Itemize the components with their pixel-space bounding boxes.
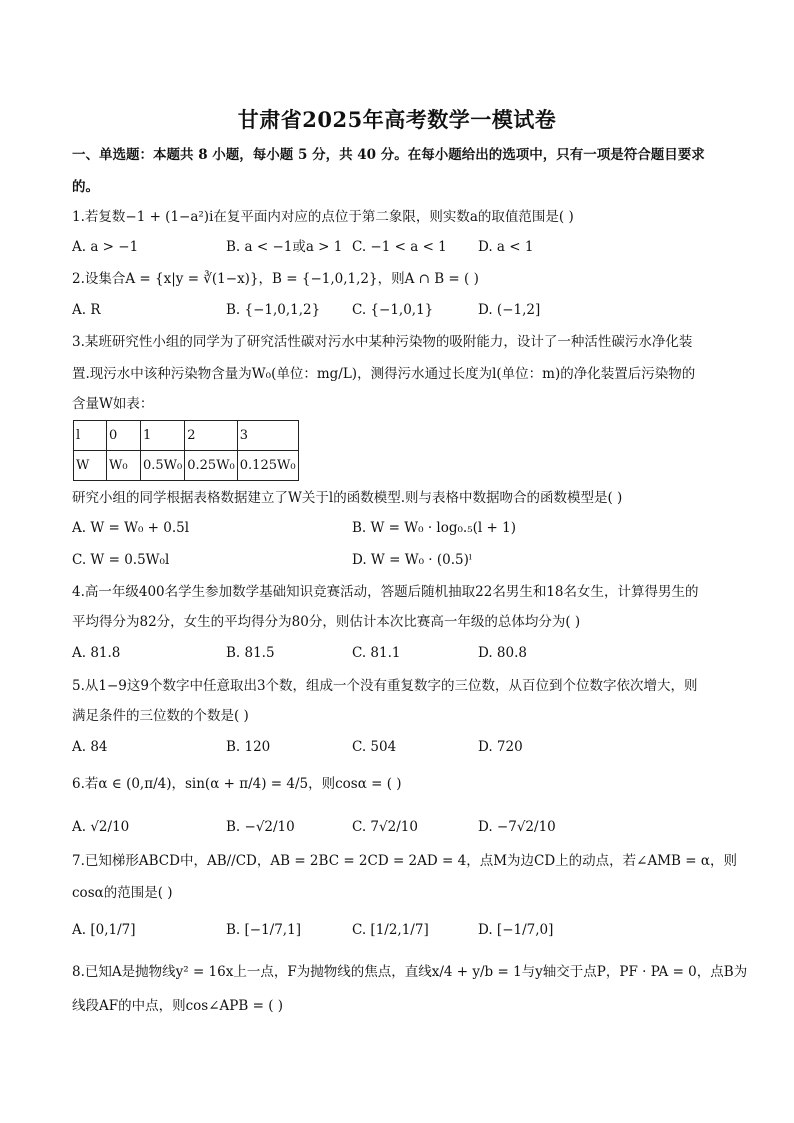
question-3-stem-line-4: 研究小组的同学根据表格数据建立了W关于l的函数模型.则与表格中数据吻合的函数模型是( ) xyxy=(72,490,623,506)
section-heading-line-2: 的。 xyxy=(72,179,99,195)
question-1-option-c: C. −1 < a < 1 xyxy=(352,239,447,255)
page-title: 甘肃省2025年高考数学一模试卷 xyxy=(237,107,557,132)
question-4-option-c: C. 81.1 xyxy=(352,645,401,661)
section-heading-line-1: 一、单选题：本题共 8 小题，每小题 5 分，共 40 分。在每小题给出的选项中，只有一项是符合题目要求 xyxy=(72,147,705,163)
question-3-option-d: D. W = W₀ · (0.5)ˡ xyxy=(352,552,473,568)
table-cell: l xyxy=(74,421,107,451)
question-7-option-b: B. [−1/7,1] xyxy=(226,922,301,938)
question-5-option-d: D. 720 xyxy=(478,739,523,755)
question-2-option-a: A. R xyxy=(72,302,101,318)
question-5-stem-line-2: 满足条件的三位数的个数是( ) xyxy=(72,708,249,724)
question-6-option-a: A. √2/10 xyxy=(72,819,130,835)
table-row xyxy=(74,421,299,451)
table-cell: 0.25W₀ xyxy=(185,451,238,481)
question-2-stem: 2.设集合A = {x|y = ∛(1−x)}，B = {−1,0,1,2}，则A ∩ B = ( ) xyxy=(72,271,479,287)
question-5-option-c: C. 504 xyxy=(352,739,397,755)
question-2-option-d: D. (−1,2] xyxy=(478,302,541,318)
question-1-option-b: B. a < −1或a > 1 xyxy=(226,239,343,255)
question-3-option-b: B. W = W₀ · log₀.₅(l + 1) xyxy=(352,520,516,536)
question-1-stem: 1.若复数−1 + (1−a²)i在复平面内对应的点位于第二象限，则实数a的取值范围是( ) xyxy=(72,209,574,225)
table-cell: 2 xyxy=(185,421,238,451)
question-3-stem-line-1: 3.某班研究性小组的同学为了研究活性碳对污水中某种污染物的吸附能力，设计了一种活性碳污水净化装 xyxy=(72,334,693,350)
table-cell: 0.125W₀ xyxy=(237,451,298,481)
table-cell: 3 xyxy=(237,421,298,451)
question-3-stem-line-2: 置.现污水中该种污染物含量为W₀(单位：mg/L)，测得污水通过长度为l(单位：m)的净化装置后污染物的 xyxy=(72,366,696,382)
question-7-option-d: D. [−1/7,0] xyxy=(478,922,554,938)
question-4-option-b: B. 81.5 xyxy=(226,645,275,661)
question-6-stem: 6.若α ∈ (0,π/4)，sin(α + π/4) = 4/5，则cosα = ( ) xyxy=(72,776,402,792)
question-5-option-a: A. 84 xyxy=(72,739,108,755)
question-7-option-a: A. [0,1/7] xyxy=(72,922,136,938)
question-5-stem-line-1: 5.从1−9这9个数字中任意取出3个数，组成一个没有重复数字的三位数，从百位到个位数字依次增大，则 xyxy=(72,678,698,694)
question-6-option-b: B. −√2/10 xyxy=(226,819,295,835)
question-1-option-d: D. a < 1 xyxy=(478,239,534,255)
question-6-option-c: C. 7√2/10 xyxy=(352,819,418,835)
question-7-stem-line-2: cosα的范围是( ) xyxy=(72,885,173,901)
question-3-stem-line-3: 含量W如表： xyxy=(72,396,154,412)
question-3-option-a: A. W = W₀ + 0.5l xyxy=(72,520,190,536)
question-4-stem-line-2: 平均得分为82分，女生的平均得分为80分，则估计本次比赛高一年级的总体均分为( ) xyxy=(72,614,581,630)
question-3-option-c: C. W = 0.5W₀l xyxy=(72,552,170,568)
question-4-option-a: A. 81.8 xyxy=(72,645,121,661)
question-8-stem-line-1: 8.已知A是抛物线y² = 16x上一点，F为抛物线的焦点，直线x/4 + y/b = 1与y轴交于点P，PF · PA = 0，点B为 xyxy=(72,964,748,980)
question-7-option-c: C. [1/2,1/7] xyxy=(352,922,429,938)
question-5-option-b: B. 120 xyxy=(226,739,271,755)
question-4-option-d: D. 80.8 xyxy=(478,645,527,661)
table-cell: 0.5W₀ xyxy=(141,451,185,481)
question-1-option-a: A. a > −1 xyxy=(72,239,139,255)
question-3-table xyxy=(73,420,299,481)
question-4-stem-line-1: 4.高一年级400名学生参加数学基础知识竞赛活动，答题后随机抽取22名男生和18名女生，计算得男生的 xyxy=(72,584,699,600)
question-8-stem-line-2: 线段AF的中点，则cos∠APB = ( ) xyxy=(72,998,284,1014)
question-2-option-b: B. {−1,0,1,2} xyxy=(226,302,321,318)
table-cell: 0 xyxy=(107,421,141,451)
table-row xyxy=(74,451,299,481)
question-7-stem-line-1: 7.已知梯形ABCD中，AB//CD，AB = 2BC = 2CD = 2AD = 4，点M为边CD上的动点，若∠AMB = α，则 xyxy=(72,853,737,869)
question-2-option-c: C. {−1,0,1} xyxy=(352,302,434,318)
table-cell: W xyxy=(74,451,107,481)
question-6-option-d: D. −7√2/10 xyxy=(478,819,556,835)
table-cell: W₀ xyxy=(107,451,141,481)
table-cell: 1 xyxy=(141,421,185,451)
